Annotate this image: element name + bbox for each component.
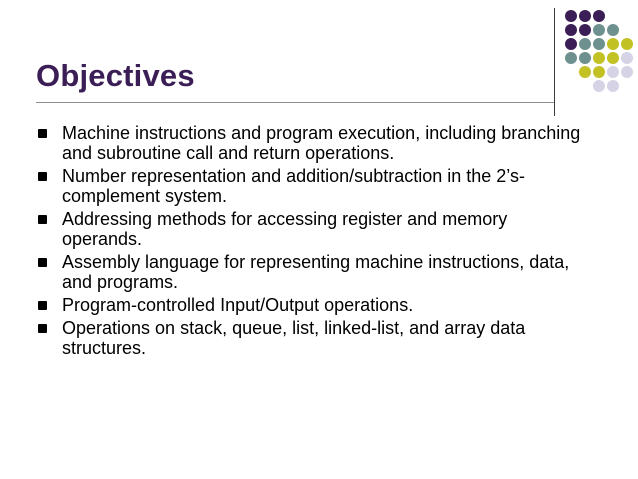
list-item-text: Machine instructions and program execution, including branching and subroutine call and return operations. (62, 123, 581, 163)
list-item (36, 295, 591, 315)
decorative-dot (607, 80, 619, 92)
list-item-text: Operations on stack, queue, list, linked-list, and array data structures. (62, 318, 526, 358)
decorative-dot (621, 52, 633, 64)
decorative-dot (579, 66, 591, 78)
square-bullet-icon (38, 258, 47, 267)
title-divider (36, 102, 555, 103)
decorative-dot (593, 52, 605, 64)
list-item (36, 209, 591, 249)
decorative-vertical-line (554, 8, 555, 116)
slide-title: Objectives (36, 58, 195, 93)
decorative-dot (565, 38, 577, 50)
decorative-dot (579, 52, 591, 64)
decorative-dot (565, 10, 577, 22)
list-item (36, 123, 591, 163)
objectives-list (36, 123, 591, 361)
decorative-dot (607, 52, 619, 64)
decorative-dot (593, 80, 605, 92)
decorative-dot (593, 24, 605, 36)
list-item-text: Number representation and addition/subtraction in the 2’s-complement system. (62, 166, 525, 206)
list-item-text: Assembly language for representing machine instructions, data, and programs. (62, 252, 570, 292)
decorative-dot (579, 38, 591, 50)
decorative-dot (607, 38, 619, 50)
decorative-dot (593, 10, 605, 22)
decorative-dot (621, 66, 633, 78)
decorative-dot-grid (565, 10, 635, 100)
square-bullet-icon (38, 324, 47, 333)
decorative-dot (579, 10, 591, 22)
square-bullet-icon (38, 129, 47, 138)
decorative-dot (565, 52, 577, 64)
decorative-dot (607, 24, 619, 36)
list-item (36, 166, 591, 206)
square-bullet-icon (38, 172, 47, 181)
decorative-dot (593, 66, 605, 78)
list-item (36, 252, 591, 292)
decorative-dot (565, 24, 577, 36)
decorative-dot (607, 66, 619, 78)
list-item (36, 318, 591, 358)
square-bullet-icon (38, 301, 47, 310)
decorative-dot (621, 38, 633, 50)
decorative-dot (579, 24, 591, 36)
decorative-dot (593, 38, 605, 50)
list-item-text: Program-controlled Input/Output operations. (62, 295, 414, 315)
list-item-text: Addressing methods for accessing register and memory operands. (62, 209, 508, 249)
square-bullet-icon (38, 215, 47, 224)
